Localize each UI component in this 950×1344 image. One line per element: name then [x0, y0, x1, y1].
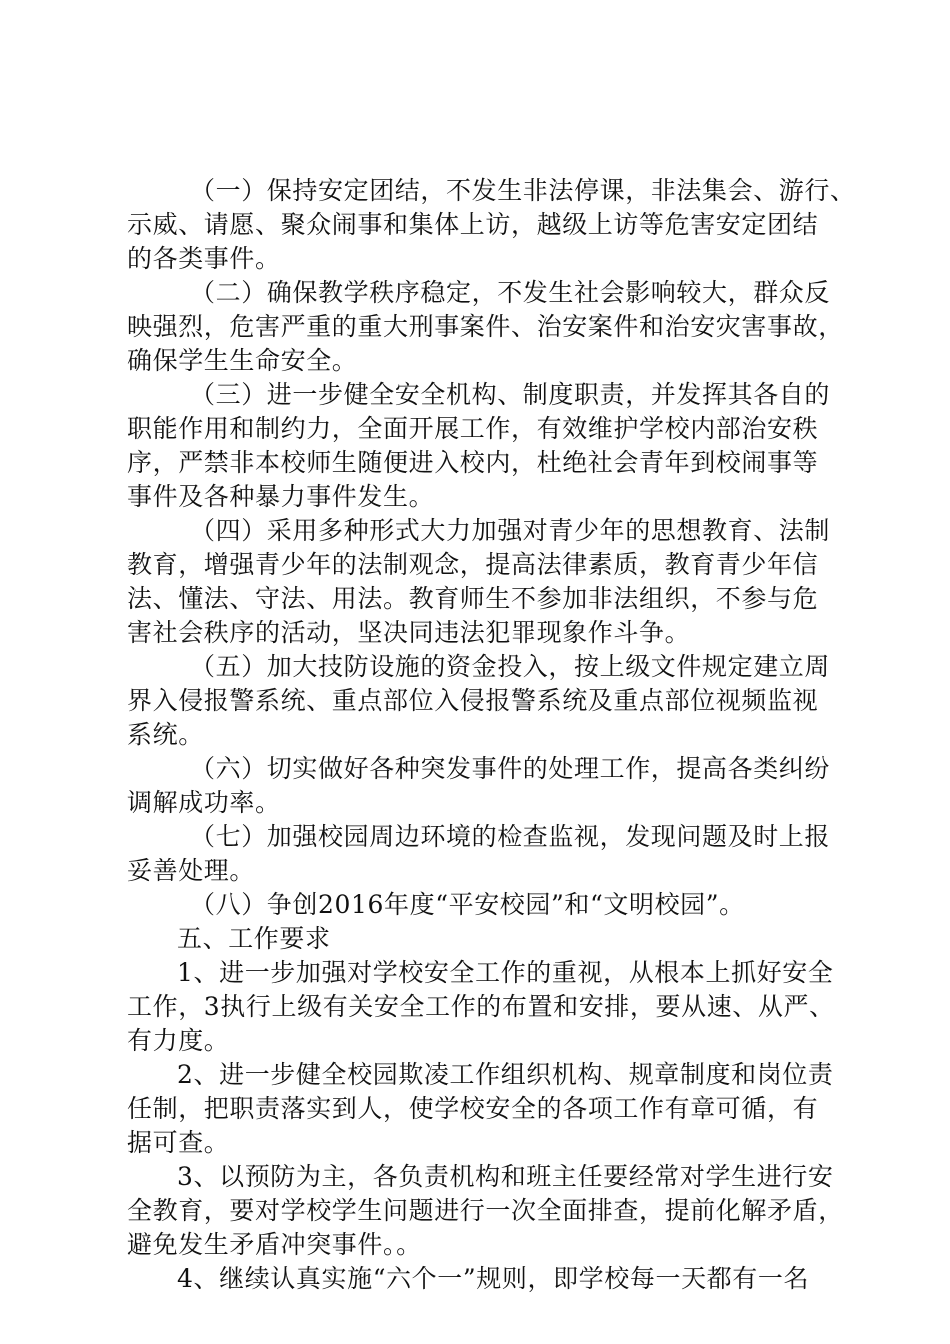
text-line: 示威、请愿、聚众闹事和集体上访，越级上访等危害安定团结: [127, 210, 819, 239]
text-line: 系统。: [127, 720, 204, 749]
text-line: （二）确保教学秩序稳定，不发生社会影响较大，群众反: [190, 278, 831, 307]
text-line: 害社会秩序的活动，坚决同违法犯罪现象作斗争。: [127, 618, 691, 647]
text-line: 全教育，要对学校学生问题进行一次全面排查，提前化解矛盾，: [127, 1196, 844, 1225]
text-line: 任制，把职责落实到人，使学校安全的各项工作有章可循，有: [127, 1094, 819, 1123]
text-line: 序，严禁非本校师生随便进入校内，杜绝社会青年到校闹事等: [127, 448, 819, 477]
text-line: 4、继续认真实施“六个一”规则，即学校每一天都有一名: [177, 1264, 810, 1293]
text-line: 法、懂法、守法、用法。教育师生不参加非法组织，不参与危: [127, 584, 819, 613]
text-line: 妥善处理。: [127, 856, 256, 885]
text-line: （七）加强校园周边环境的检查监视，发现问题及时上报: [190, 822, 831, 851]
text-line: （三）进一步健全安全机构、制度职责，并发挥其各自的: [190, 380, 831, 409]
text-line: 界入侵报警系统、重点部位入侵报警系统及重点部位视频监视: [127, 686, 819, 715]
text-line: （八）争创2016年度“平安校园”和“文明校园”。: [190, 890, 745, 919]
text-line: （四）采用多种形式大力加强对青少年的思想教育、法制: [190, 516, 831, 545]
section-heading: 五、工作要求: [177, 924, 331, 953]
text-line: （六）切实做好各种突发事件的处理工作，提高各类纠纷: [190, 754, 831, 783]
text-line: 1、进一步加强对学校安全工作的重视，从根本上抓好安全: [177, 958, 834, 987]
text-line: （一）保持安定团结，不发生非法停课，非法集会、游行、: [190, 176, 856, 205]
text-line: 调解成功率。: [127, 788, 281, 817]
text-line: 教育，增强青少年的法制观念，提高法律素质，教育青少年信: [127, 550, 819, 579]
text-line: 职能作用和制约力，全面开展工作，有效维护学校内部治安秩: [127, 414, 819, 443]
text-line: 有力度。: [127, 1026, 230, 1055]
text-line: 据可查。: [127, 1128, 230, 1157]
text-line: 2、进一步健全校园欺凌工作组织机构、规章制度和岗位责: [177, 1060, 834, 1089]
text-line: 映强烈，危害严重的重大刑事案件、治安案件和治安灾害事故，: [127, 312, 844, 341]
text-line: 确保学生生命安全。: [127, 346, 358, 375]
text-line: 避免发生矛盾冲突事件。。: [127, 1230, 422, 1259]
text-line: 的各类事件。: [127, 244, 281, 273]
text-line: 工作，3执行上级有关安全工作的布置和安排，要从速、从严、: [127, 992, 835, 1021]
text-line: 3、以预防为主，各负责机构和班主任要经常对学生进行安: [177, 1162, 834, 1191]
text-line: （五）加大技防设施的资金投入，按上级文件规定建立周: [190, 652, 831, 681]
text-line: 事件及各种暴力事件发生。: [127, 482, 435, 511]
